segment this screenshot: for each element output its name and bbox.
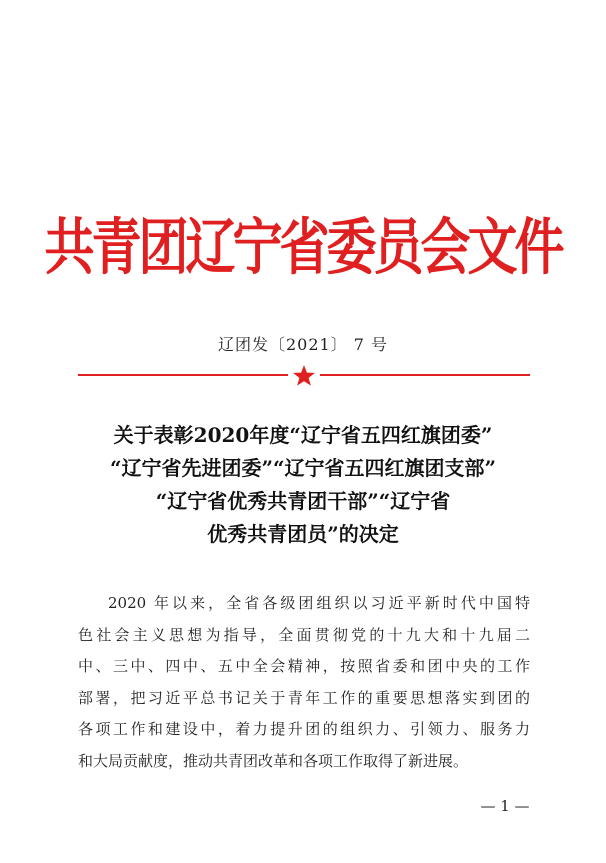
body-line: 2020 年以来，全省各级团组织以习近平新时代中国特	[108, 594, 530, 612]
star-icon	[292, 364, 316, 386]
document-title	[40, 419, 566, 551]
divider-line-left	[78, 374, 288, 376]
document-header-title: 共青团辽宁省委员会文件	[44, 211, 562, 283]
title-line: “辽宁省优秀共青团干部”“辽宁省	[155, 489, 451, 513]
document-number: 辽团发〔2021〕 7 号	[217, 335, 389, 354]
title-line: “辽宁省先进团委”“辽宁省五四红旗团支部”	[109, 456, 496, 480]
red-divider	[78, 364, 530, 386]
title-line: 关于表彰2020年度“辽宁省五四红旗团委”	[113, 423, 493, 447]
body-line: 部署，把习近平总书记关于青年工作的重要思想落实到团的	[78, 688, 530, 707]
page-number: — 1 —	[480, 797, 530, 815]
body-line: 中、三中、四中、五中全会精神，按照省委和团中央的工作	[78, 657, 530, 675]
title-line: 优秀共青团员”的决定	[207, 522, 399, 546]
body-paragraph	[78, 588, 530, 777]
body-line: 各项工作和建设中，着力提升团的组织力、引领力、服务力	[78, 720, 530, 738]
divider-line-right	[320, 374, 530, 376]
body-line: 色社会主义思想为指导，全面贯彻党的十九大和十九届二	[78, 625, 530, 644]
body-line: 和大局贡献度，推动共青团改革和各项工作取得了新进展。	[78, 751, 469, 770]
